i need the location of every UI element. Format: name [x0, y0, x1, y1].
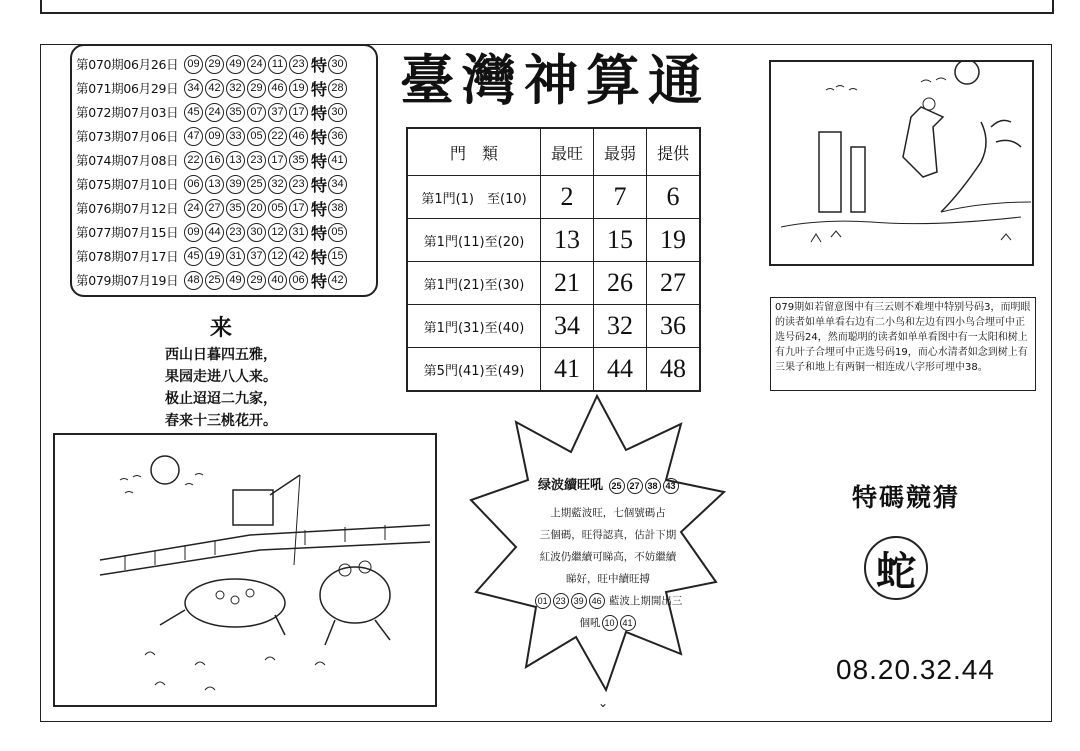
door-label: 第5門(41)至(49): [407, 348, 541, 392]
past-results-box: [70, 44, 378, 297]
result-row: [76, 100, 372, 124]
special-ball: 05: [328, 223, 347, 242]
special-label: 特: [311, 175, 328, 195]
number-ball: 06: [184, 175, 203, 194]
number-ball: 31: [226, 247, 245, 266]
number-ball: 24: [184, 199, 203, 218]
number-ball: 20: [247, 199, 266, 218]
number-ball: 05: [247, 127, 266, 146]
star-line: 三個碼，旺得認真，估計下期: [539, 529, 677, 541]
number-ball: 06: [289, 271, 308, 290]
door-value: 41: [541, 348, 594, 392]
number-ball: 29: [247, 271, 266, 290]
number-ball: 19: [289, 79, 308, 98]
poem-heading: 来: [209, 316, 232, 341]
result-row: [76, 148, 372, 172]
number-ball: 01: [535, 593, 551, 609]
star-line-last: [518, 612, 698, 634]
result-label: 第076期07月12日: [76, 201, 179, 216]
number-ball: 39: [571, 593, 587, 609]
number-ball: 47: [184, 127, 203, 146]
door-label: 第1門(11)至(20): [407, 219, 541, 262]
star-line: 紅波仍繼續可睇高，不妨繼續: [539, 551, 677, 563]
door-value: 13: [541, 219, 594, 262]
number-ball: 33: [226, 127, 245, 146]
door-label: 第1門(31)至(40): [407, 305, 541, 348]
number-ball: 09: [184, 223, 203, 242]
result-label: 第078期07月17日: [76, 249, 179, 264]
number-ball: 38: [645, 478, 661, 494]
number-ball: 37: [268, 103, 287, 122]
number-ball: 29: [247, 79, 266, 98]
number-ball: 11: [268, 55, 287, 74]
table-row: [407, 305, 700, 348]
number-ball: 23: [289, 55, 308, 74]
door-value: 34: [541, 305, 594, 348]
number-ball: 29: [205, 55, 224, 74]
number-ball: 23: [553, 593, 569, 609]
star-heading: [538, 474, 680, 494]
number-ball: 40: [268, 271, 287, 290]
special-label: 特: [311, 199, 328, 219]
door-value: 7: [594, 176, 647, 219]
number-ball: 22: [268, 127, 287, 146]
number-ball: 44: [205, 223, 224, 242]
number-ball: 23: [247, 151, 266, 170]
number-ball: 42: [289, 247, 308, 266]
result-label: 第071期06月29日: [76, 81, 179, 96]
star-body: [518, 502, 698, 634]
frog-illustration: [55, 435, 435, 705]
number-ball: 09: [205, 127, 224, 146]
number-ball: 42: [205, 79, 224, 98]
star-line-balls: [518, 590, 698, 612]
number-ball: 39: [226, 175, 245, 194]
number-ball: 37: [247, 247, 266, 266]
special-ball: 36: [328, 127, 347, 146]
number-ball: 35: [226, 103, 245, 122]
table-header-cell: 最弱: [594, 128, 647, 176]
door-value: 44: [594, 348, 647, 392]
door-value: 26: [594, 262, 647, 305]
poem-line: 极止迢迢二九家，: [165, 391, 277, 407]
star-last-text: 個吼: [579, 617, 601, 629]
result-row: [76, 268, 372, 292]
zodiac-circle: [864, 536, 928, 600]
special-label: 特: [311, 247, 328, 267]
number-ball: 25: [609, 478, 625, 494]
number-ball: 25: [247, 175, 266, 194]
scholar-illustration: [771, 62, 1032, 264]
door-table: [406, 127, 701, 392]
table-row: [407, 348, 700, 392]
door-label: 第1門(21)至(30): [407, 262, 541, 305]
result-label: 第074期07月08日: [76, 153, 179, 168]
door-value: 36: [647, 305, 701, 348]
frog-picture: [53, 433, 437, 707]
special-ball: 42: [328, 271, 347, 290]
scholar-picture: [769, 60, 1034, 266]
table-header-cell: 門 類: [407, 128, 541, 176]
result-label: 第073期07月06日: [76, 129, 179, 144]
poem-line: 西山日暮四五雅，: [165, 347, 277, 363]
number-ball: 30: [247, 223, 266, 242]
hint-note: 079期如若留意图中有三云则不难埋中特别号码3，而明眼的读者如单单看右边有二小鸟和左边有四小鸟合埋可中正选号码24，然而聪明的读者如单单看图中有一太阳和树上有九叶子合埋可中正选号码19，而心水清者如念到树上有三果子和地上有两铜一相连成八字形可埋中38。: [770, 297, 1036, 391]
door-value: 21: [541, 262, 594, 305]
number-ball: 46: [268, 79, 287, 98]
special-ball: 41: [328, 151, 347, 170]
number-ball: 46: [289, 127, 308, 146]
special-ball: 15: [328, 247, 347, 266]
number-ball: 09: [184, 55, 203, 74]
number-ball: 10: [602, 615, 618, 631]
table-header-cell: 最旺: [541, 128, 594, 176]
poem: [165, 318, 277, 432]
number-ball: 41: [620, 615, 636, 631]
page-title: 臺灣神算通: [400, 48, 710, 112]
result-row: [76, 196, 372, 220]
number-ball: 23: [226, 223, 245, 242]
guess-numbers: 08.20.32.44: [836, 654, 995, 685]
result-row: [76, 172, 372, 196]
special-ball: 34: [328, 175, 347, 194]
number-ball: 17: [289, 199, 308, 218]
special-label: 特: [311, 79, 328, 99]
result-label: 第079期07月19日: [76, 273, 179, 288]
special-label: 特: [311, 103, 328, 123]
number-ball: 16: [205, 151, 224, 170]
number-ball: 49: [226, 271, 245, 290]
result-label: 第075期07月10日: [76, 177, 179, 192]
number-ball: 45: [184, 103, 203, 122]
result-row: [76, 244, 372, 268]
special-label: 特: [311, 55, 328, 75]
guess-title: 特碼競猜: [852, 483, 961, 512]
number-ball: 07: [247, 103, 266, 122]
result-row: [76, 52, 372, 76]
number-ball: 24: [247, 55, 266, 74]
special-label: 特: [311, 271, 328, 291]
number-ball: 34: [184, 79, 203, 98]
special-ball: 28: [328, 79, 347, 98]
table-row: [407, 262, 700, 305]
door-value: 19: [647, 219, 701, 262]
poem-line: 春来十三桃花开。: [165, 413, 277, 429]
number-ball: 27: [205, 199, 224, 218]
number-ball: 13: [205, 175, 224, 194]
door-value: 15: [594, 219, 647, 262]
result-label: 第070期06月26日: [76, 57, 179, 72]
number-ball: 32: [268, 175, 287, 194]
table-row: [407, 176, 700, 219]
top-border: [40, 0, 1054, 14]
result-label: 第077期07月15日: [76, 225, 179, 240]
number-ball: 24: [205, 103, 224, 122]
door-value: 6: [647, 176, 701, 219]
number-ball: 12: [268, 247, 287, 266]
table-row: [407, 219, 700, 262]
special-label: 特: [311, 127, 328, 147]
number-ball: 19: [205, 247, 224, 266]
special-ball: 30: [328, 55, 347, 74]
number-ball: 25: [205, 271, 224, 290]
result-row: [76, 76, 372, 100]
door-value: 32: [594, 305, 647, 348]
result-row: [76, 124, 372, 148]
star-line: 睇好，旺中續旺搏: [566, 573, 650, 585]
number-ball: 31: [289, 223, 308, 242]
door-value: 2: [541, 176, 594, 219]
star-bottom-text: 藍波上期開出三: [608, 595, 683, 607]
door-label: 第1門(1) 至(10): [407, 176, 541, 219]
special-ball: 38: [328, 199, 347, 218]
number-ball: 22: [184, 151, 203, 170]
number-ball: 43: [663, 478, 679, 494]
door-value: 48: [647, 348, 701, 392]
zodiac-animal: 蛇: [876, 548, 916, 595]
table-header-row: [407, 128, 700, 176]
special-label: 特: [311, 223, 328, 243]
number-ball: 35: [226, 199, 245, 218]
number-ball: 46: [589, 593, 605, 609]
table-header-cell: 提供: [647, 128, 701, 176]
number-ball: 17: [289, 103, 308, 122]
special-ball: 30: [328, 103, 347, 122]
number-ball: 23: [289, 175, 308, 194]
number-ball: 32: [226, 79, 245, 98]
number-ball: 13: [226, 151, 245, 170]
result-row: [76, 220, 372, 244]
door-value: 27: [647, 262, 701, 305]
number-ball: 12: [268, 223, 287, 242]
number-ball: 45: [184, 247, 203, 266]
result-label: 第072期07月03日: [76, 105, 179, 120]
star-line: 上期藍波旺，七個號碼占: [550, 507, 666, 519]
number-ball: 05: [268, 199, 287, 218]
number-ball: 27: [627, 478, 643, 494]
number-ball: 35: [289, 151, 308, 170]
chevron-down-icon: ⌄: [598, 696, 609, 710]
number-ball: 48: [184, 271, 203, 290]
special-label: 特: [311, 151, 328, 171]
poem-line: 果园走进八人来。: [165, 369, 277, 385]
star-heading-text: 绿波續旺吼: [538, 478, 604, 493]
number-ball: 17: [268, 151, 287, 170]
number-ball: 49: [226, 55, 245, 74]
